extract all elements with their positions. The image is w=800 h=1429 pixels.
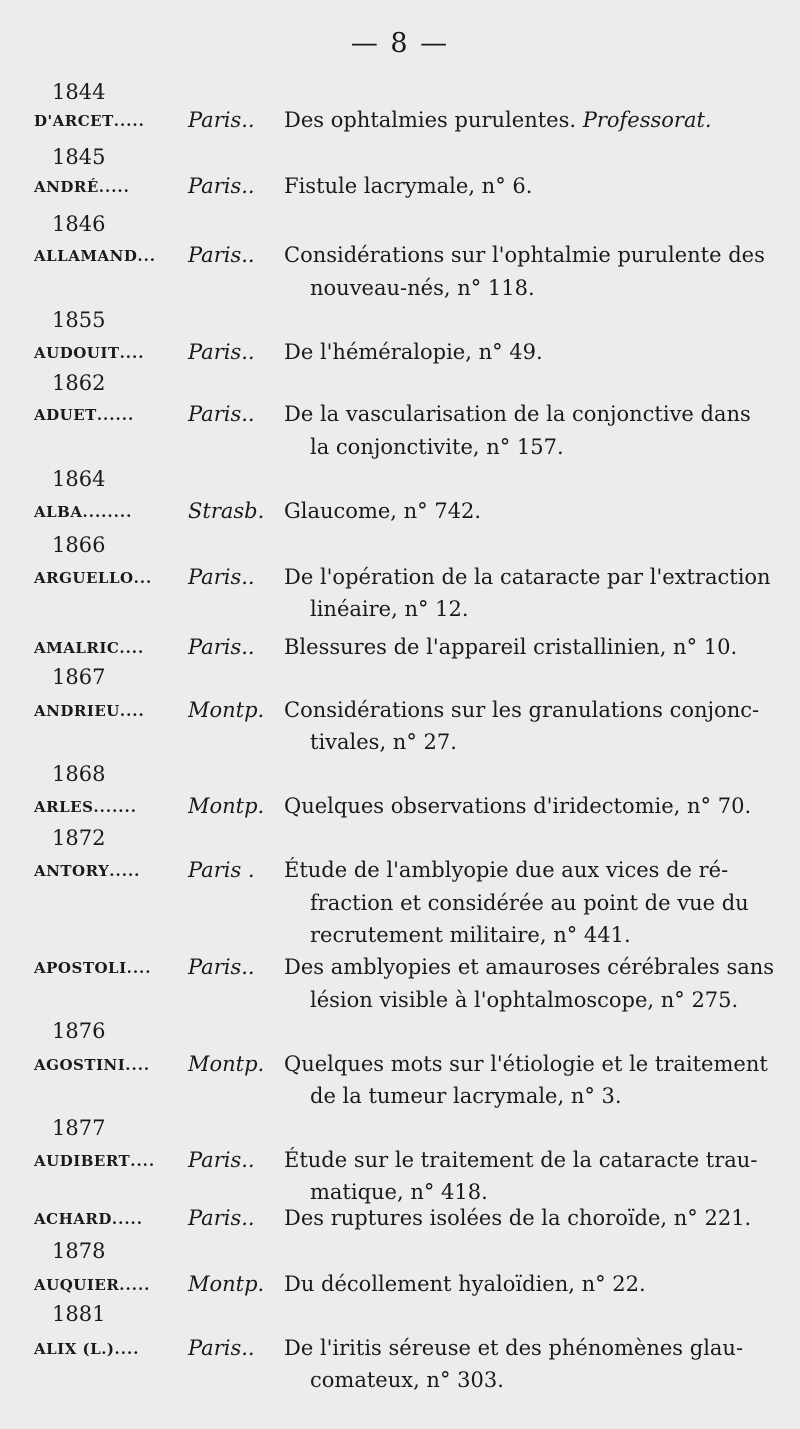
entry-title-continued: fraction et considérée au point de vue du	[310, 891, 749, 915]
entry-city: Paris..	[188, 1148, 255, 1172]
entry-title	[284, 635, 737, 659]
title-text: Blessures de l'appareil cristallinien, n° 10.	[284, 635, 738, 659]
author-name: ARGUELLO	[34, 569, 134, 587]
leader-dots: .....	[98, 178, 130, 196]
entry-city: Paris..	[188, 955, 255, 979]
entry-city: Paris..	[188, 243, 255, 267]
author-name: ANDRÉ	[34, 178, 99, 196]
entry-title-continued: de la tumeur lacrymale, n° 3.	[310, 1084, 622, 1108]
author-name: ARLES	[34, 798, 94, 816]
entry-year: 1864	[52, 467, 106, 491]
author-name: ANTORY	[34, 862, 110, 880]
entry-year: 1846	[52, 212, 106, 236]
entry-year: 1855	[52, 308, 106, 332]
entry-title	[284, 402, 751, 426]
title-text: Des ophtalmies purulentes.	[284, 108, 577, 132]
title-text: Fistule lacrymale, n° 6.	[284, 174, 533, 198]
entry-city: Montp.	[188, 1272, 265, 1296]
entry-title-continued: matique, n° 418.	[310, 1180, 488, 1204]
entry-year: 1877	[52, 1116, 106, 1140]
leader-dots: ....	[126, 959, 152, 977]
entry-author	[34, 569, 152, 587]
entry-title-continued: recrutement militaire, n° 441.	[310, 923, 631, 947]
entry-author	[34, 112, 145, 130]
title-text: De la vascularisation de la conjonctive dans	[284, 402, 751, 426]
entry-city: Paris..	[188, 635, 255, 659]
entry-author	[34, 178, 130, 196]
entry-title-continued: la conjonctivite, n° 157.	[310, 435, 564, 459]
author-name: AMALRIC	[34, 639, 120, 657]
entry-city: Paris..	[188, 402, 255, 426]
entry-author	[34, 1152, 155, 1170]
entry-city: Paris .	[188, 858, 255, 882]
leader-dots: ....	[125, 1056, 151, 1074]
entry-title	[284, 1148, 757, 1172]
entry-author	[34, 1276, 150, 1294]
title-text: Étude de l'amblyopie due aux vices de ré-	[284, 858, 729, 882]
leader-dots: .....	[113, 112, 145, 130]
title-text: Des ruptures isolées de la choroïde, n° 221.	[284, 1206, 752, 1230]
entry-title	[284, 174, 532, 198]
author-name: ANDRIEU	[34, 702, 120, 720]
author-name: AUDIBERT	[34, 1152, 131, 1170]
title-text: De l'héméralopie, n° 49.	[284, 340, 543, 364]
entry-author	[34, 702, 145, 720]
entry-author	[34, 1056, 150, 1074]
entry-title-continued: linéaire, n° 12.	[310, 597, 469, 621]
entry-year: 1878	[52, 1239, 106, 1263]
entry-title	[284, 858, 728, 882]
author-name: ADUET	[34, 406, 97, 424]
entry-author	[34, 1340, 139, 1358]
entry-year: 1876	[52, 1019, 106, 1043]
title-text: Quelques observations d'iridectomie, n° 70.	[284, 794, 752, 818]
entry-title	[284, 565, 771, 589]
entry-author	[34, 639, 144, 657]
entry-title	[284, 955, 774, 979]
entry-year: 1862	[52, 371, 106, 395]
entry-title	[284, 1272, 646, 1296]
title-text: De l'iritis séreuse et des phénomènes glau-	[284, 1336, 744, 1360]
entry-title	[284, 499, 481, 523]
entry-title-continued: comateux, n° 303.	[310, 1368, 504, 1392]
entry-title	[284, 698, 759, 722]
entry-author	[34, 1210, 143, 1228]
entry-city: Montp.	[188, 1052, 265, 1076]
entry-city: Strasb.	[188, 499, 265, 523]
leader-dots: ....	[119, 344, 145, 362]
author-name: AUQUIER	[34, 1276, 120, 1294]
entry-title-continued: lésion visible à l'ophtalmoscope, n° 275.	[310, 988, 739, 1012]
title-note: Professorat.	[582, 108, 712, 132]
leader-dots: ...	[137, 247, 157, 265]
entry-year: 1845	[52, 145, 106, 169]
entry-author	[34, 862, 140, 880]
leader-dots: .......	[93, 798, 137, 816]
author-name: AGOSTINI	[34, 1056, 126, 1074]
entry-author	[34, 798, 137, 816]
leader-dots: .....	[119, 1276, 151, 1294]
entry-year: 1872	[52, 826, 106, 850]
entry-author	[34, 503, 132, 521]
leader-dots: .....	[109, 862, 141, 880]
leader-dots: ....	[130, 1152, 156, 1170]
entry-title-continued: tivales, n° 27.	[310, 730, 457, 754]
entry-author	[34, 344, 144, 362]
author-name: AUDOUIT	[34, 344, 120, 362]
author-name: ALLAMAND	[34, 247, 138, 265]
leader-dots: ....	[119, 639, 145, 657]
title-text: Étude sur le traitement de la cataracte trau-	[284, 1148, 758, 1172]
entry-year: 1844	[52, 80, 106, 104]
entry-title	[284, 108, 712, 132]
entry-city: Paris..	[188, 108, 255, 132]
leader-dots: ........	[82, 503, 133, 521]
title-text: De l'opération de la cataracte par l'extraction	[284, 565, 771, 589]
title-text: Glaucome, n° 742.	[284, 499, 482, 523]
entry-city: Montp.	[188, 794, 265, 818]
title-text: Quelques mots sur l'étiologie et le traitement	[284, 1052, 768, 1076]
entry-title	[284, 794, 751, 818]
entry-title	[284, 1052, 768, 1076]
author-name: ALIX (L.)	[34, 1340, 115, 1358]
entry-year: 1866	[52, 533, 106, 557]
entry-author	[34, 247, 156, 265]
entry-year: 1881	[52, 1302, 106, 1326]
author-name: ACHARD	[34, 1210, 112, 1228]
leader-dots: .....	[111, 1210, 143, 1228]
entry-title	[284, 1336, 743, 1360]
entry-author	[34, 959, 152, 977]
entry-title	[284, 243, 765, 267]
title-text: Des amblyopies et amauroses cérébrales sans	[284, 955, 775, 979]
entry-year: 1867	[52, 665, 106, 689]
entry-author	[34, 406, 134, 424]
entry-city: Paris..	[188, 174, 255, 198]
title-text: Considérations sur l'ophtalmie purulente des	[284, 243, 765, 267]
author-name: D'ARCET	[34, 112, 114, 130]
leader-dots: ......	[96, 406, 135, 424]
entry-year: 1868	[52, 762, 106, 786]
entry-city: Paris..	[188, 340, 255, 364]
leader-dots: ...	[133, 569, 153, 587]
entry-city: Paris..	[188, 565, 255, 589]
entry-city: Paris..	[188, 1206, 255, 1230]
title-text: Considérations sur les granulations conjonc-	[284, 698, 760, 722]
page-number: — 8 —	[350, 28, 450, 59]
entry-city: Paris..	[188, 1336, 255, 1360]
entry-title-continued: nouveau-nés, n° 118.	[310, 276, 535, 300]
author-name: APOSTOLI	[34, 959, 127, 977]
entry-title	[284, 340, 543, 364]
leader-dots: ....	[119, 702, 145, 720]
leader-dots: ....	[114, 1340, 140, 1358]
author-name: ALBA	[34, 503, 83, 521]
title-text: Du décollement hyaloïdien, n° 22.	[284, 1272, 646, 1296]
entry-title	[284, 1206, 751, 1230]
entry-city: Montp.	[188, 698, 265, 722]
